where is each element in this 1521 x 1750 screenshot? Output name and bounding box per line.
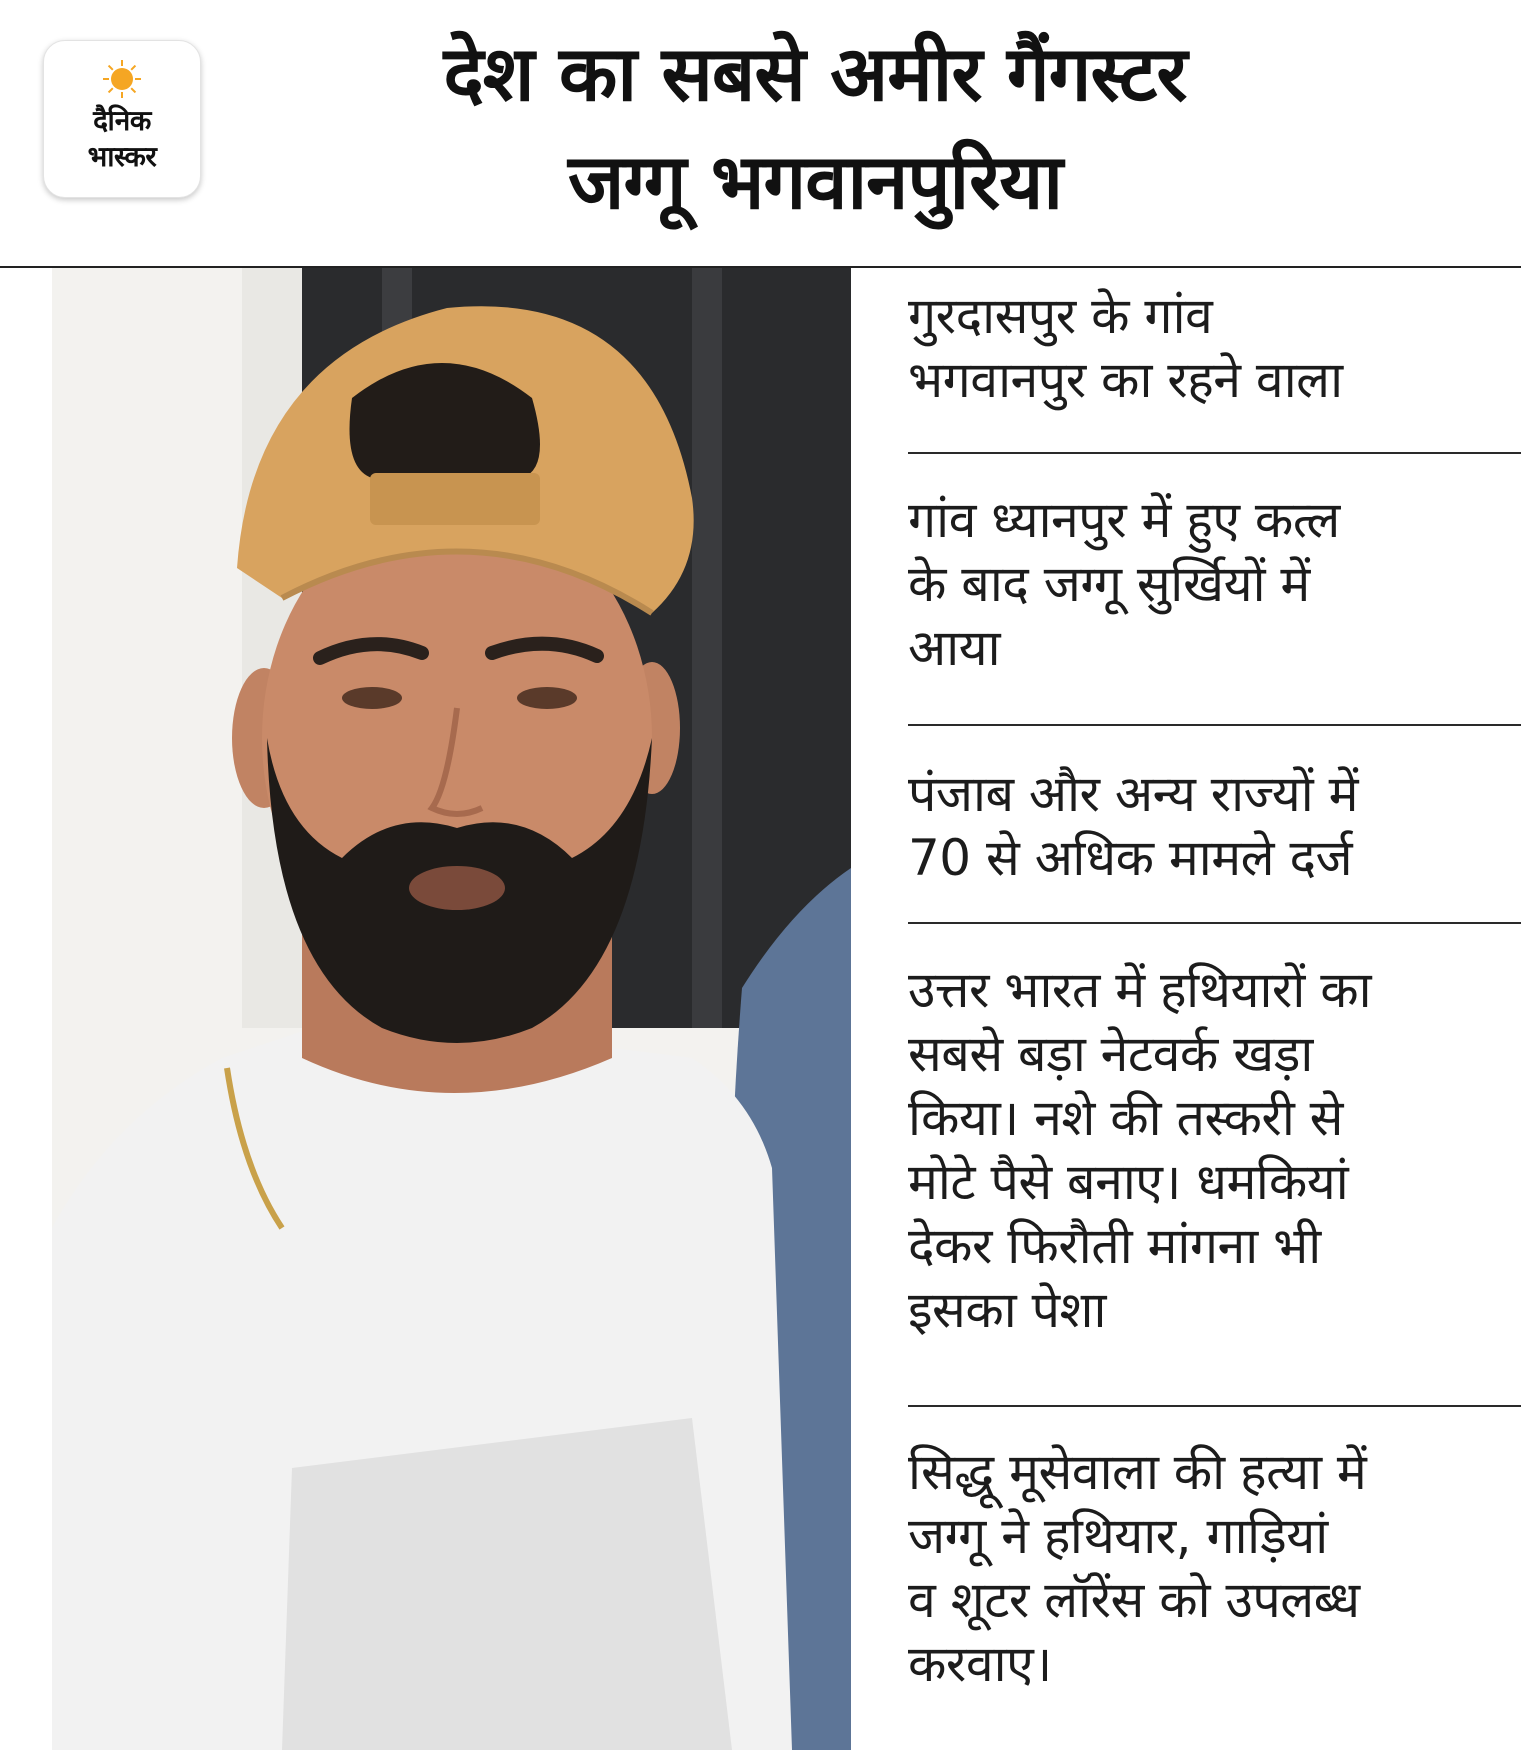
logo-text-line-2: भास्कर (87, 140, 157, 173)
fact-line: व शूटर लॉरेंस को उपलब्ध (908, 1571, 1360, 1629)
header (0, 0, 1521, 268)
portrait-photo (52, 268, 851, 1750)
fact-item-murder-case (908, 488, 1521, 680)
fact-line: के बाद जग्गू सुर्खियों में (908, 555, 1310, 613)
portrait-illustration (52, 268, 851, 1750)
fact-line: इसका पेशा (908, 1281, 1106, 1339)
fact-item-origin (908, 284, 1521, 412)
fact-item-moosewala-case (908, 1440, 1521, 1696)
fact-line: आया (908, 619, 1001, 677)
fact-line: सबसे बड़ा नेटवर्क खड़ा (908, 1025, 1313, 1083)
headline-line-1: देश का सबसे अमीर गैंगस्टर (443, 29, 1187, 118)
fact-line: मोटे पैसे बनाए। धमकियां (908, 1153, 1349, 1211)
facts-column (908, 268, 1521, 1750)
sun-icon (102, 59, 142, 99)
headline (220, 20, 1410, 236)
fact-line: भगवानपुर का रहने वाला (908, 351, 1343, 409)
fact-line: करवाए। (908, 1635, 1052, 1693)
fact-line: सिद्धू मूसेवाला की हत्या में (908, 1443, 1367, 1501)
fact-item-weapons-network (908, 958, 1521, 1342)
fact-line: जग्गू ने हथियार, गाड़ियां (908, 1507, 1328, 1565)
fact-line: देकर फिरौती मांगना भी (908, 1217, 1321, 1275)
fact-divider (908, 1405, 1521, 1407)
fact-line: पंजाब और अन्य राज्यों में (908, 765, 1358, 823)
fact-line: 70 से अधिक मामले दर्ज (908, 829, 1353, 887)
headline-line-2: जग्गू भगवानपुरिया (567, 137, 1063, 226)
fact-line: उत्तर भारत में हथियारों का (908, 961, 1372, 1019)
fact-divider (908, 922, 1521, 924)
dainik-bhaskar-logo[interactable] (43, 40, 201, 198)
fact-line: किया। नशे की तस्करी से (908, 1089, 1343, 1147)
fact-divider (908, 724, 1521, 726)
fact-line: गांव ध्यानपुर में हुए कत्ल (908, 491, 1340, 549)
fact-divider (908, 452, 1521, 454)
logo-text-line-1: दैनिक (93, 104, 151, 137)
fact-item-cases (908, 762, 1521, 890)
fact-line: गुरदासपुर के गांव (908, 287, 1213, 345)
